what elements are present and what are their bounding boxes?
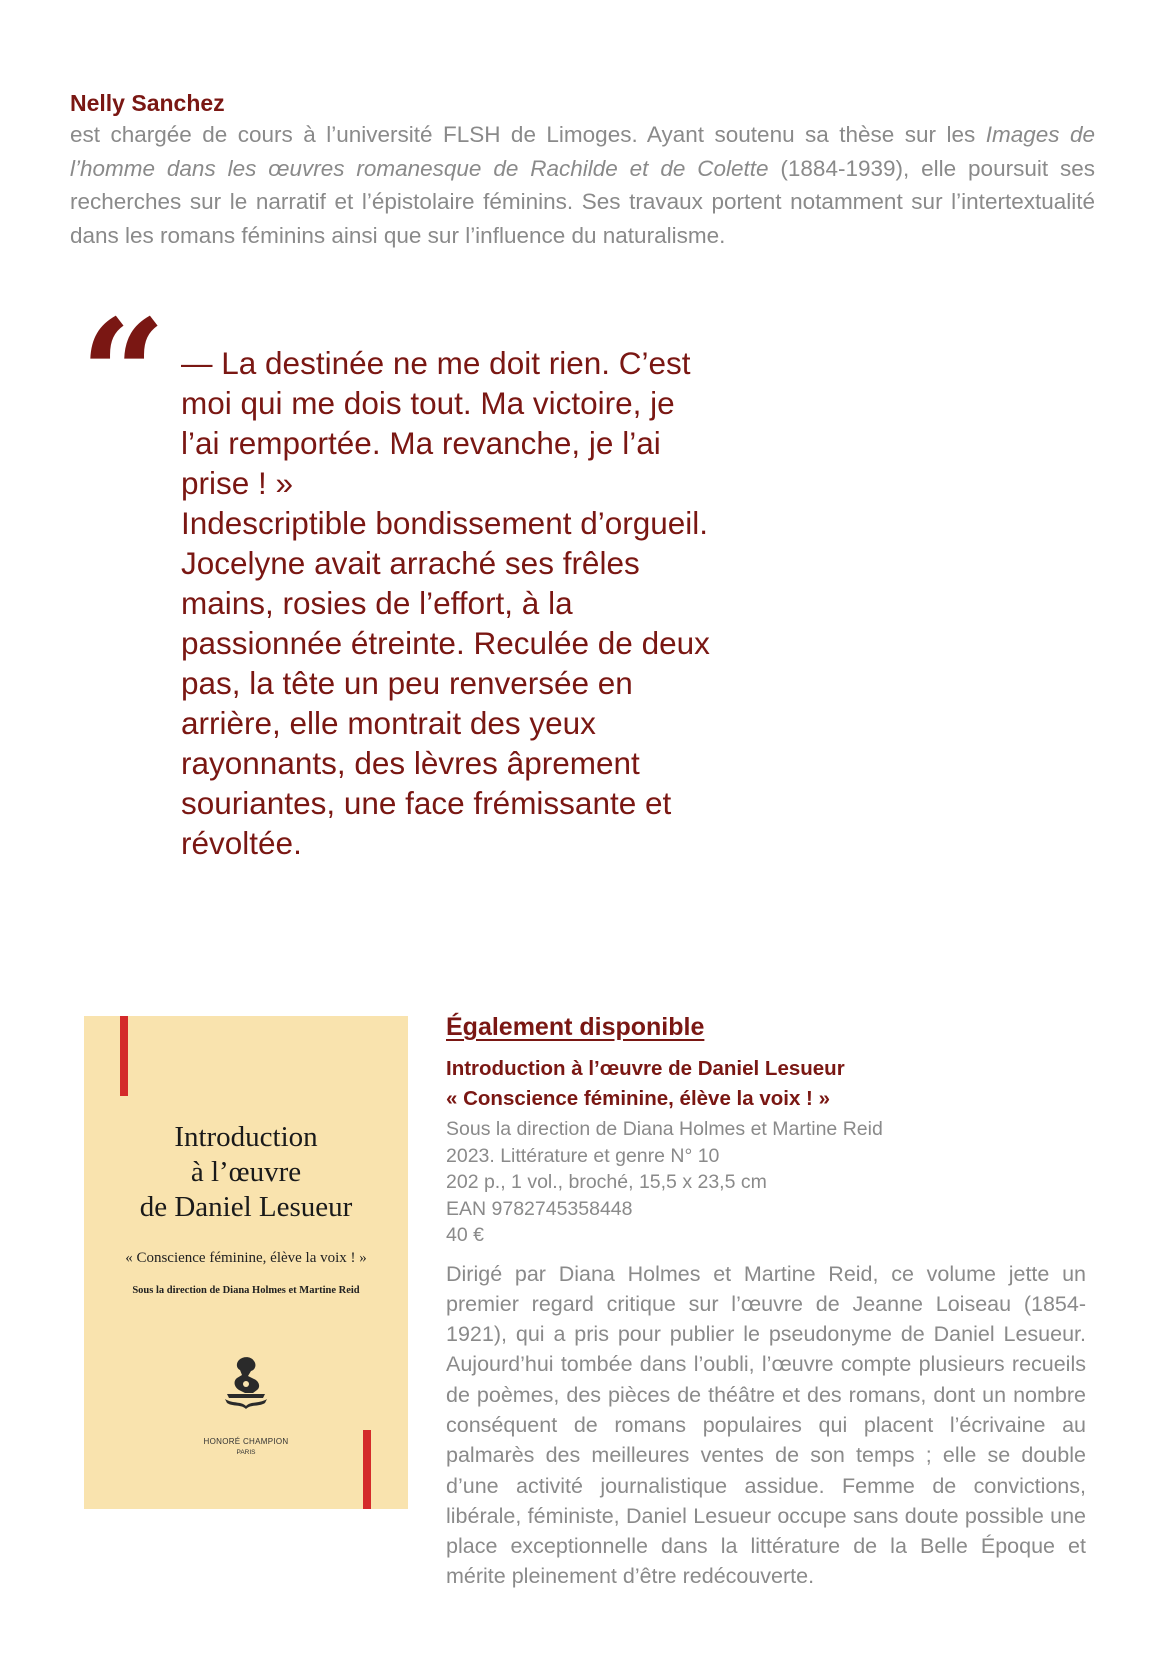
book-series: 2023. Littérature et genre N° 10 — [446, 1144, 720, 1167]
bio-text-start: est chargée de cours à l’université FLSH de Limoges. Ayant soutenu sa thèse sur les — [70, 122, 986, 147]
book-editors: Sous la direction de Diana Holmes et Martine Reid — [446, 1118, 883, 1140]
cover-title-line: de Daniel Lesueur — [139, 1191, 353, 1223]
quote-paragraph-1: — La destinée ne me doit rien. C’est moi qui me dois tout. Ma victoire, je l’ai remportée. Ma revanche, je l’ai prise ! » — [181, 345, 691, 501]
author-bio-text — [70, 118, 1095, 252]
cover-editors: Sous la direction de Diana Holmes et Martine Reid — [132, 1285, 360, 1296]
book-format: 202 p., 1 vol., broché, 15,5 x 23,5 cm — [446, 1171, 767, 1193]
cover-title-line: Introduction — [174, 1121, 318, 1153]
book-subtitle: « Conscience féminine, élève la voix ! » — [446, 1087, 830, 1110]
cover-publisher: HONORÉ CHAMPION — [203, 1437, 289, 1446]
pull-quote — [181, 343, 721, 863]
book-cover — [84, 1016, 408, 1509]
cover-title — [84, 1120, 408, 1225]
cover-accent-bar-top — [120, 1016, 128, 1096]
book-info — [446, 1010, 1086, 1592]
book-price: 40 € — [446, 1224, 484, 1246]
thesis-title: Images de l’homme dans les œuvres romanesque de Rachilde et de Colette — [70, 122, 1096, 181]
cover-title-line: à l’œuvre — [190, 1156, 302, 1188]
cover-subtitle: « Conscience féminine, élève la voix ! » — [125, 1250, 367, 1266]
publisher-emblem-icon — [221, 1354, 271, 1410]
book-description: Dirigé par Diana Holmes et Martine Reid, ce volume jette un premier regard critique sur l’œuvre de Jeanne Loiseau (1854-1921), qui a pris pour publier le pseudonyme de Daniel Lesueur. Aujourd’hui tombée dans l’oubli, l’œuvre compte plusieurs recueils de poèmes, des pièces de théâtre et des romans, dont un nombre conséquent de romans populaires qui placent l’écrivaine au palmarès des meilleures ventes de son temps ; elle se double d’une activité journalistique assidue. Femme de convictions, libérale, féministe, Daniel Lesueur occupe sans doute possible une place exceptionnelle dans la littérature de la Belle Époque et mérite pleinement d’être redécouverte. — [446, 1261, 1086, 1589]
book-title-main: Introduction à l’œuvre de Daniel Lesueur — [446, 1057, 845, 1080]
quote-mark-icon: “ — [80, 287, 153, 463]
author-bio — [70, 88, 1095, 252]
author-name: Nelly Sanchez — [70, 90, 225, 116]
book-ean: EAN 9782745358448 — [446, 1197, 633, 1220]
quote-paragraph-2: Indescriptible bondissement d’orgueil. Jocelyne avait arraché ses frêles mains, rosies de l’effort, à la passionnée étreinte. Reculée de deux pas, la tête un peu renversée en arrière, elle montrait des yeux rayonnants, des lèvres âprement souriantes, une face frémissante et révoltée. — [181, 505, 710, 861]
section-heading: Également disponible — [446, 1013, 705, 1041]
bio-text-end: (1884-1939), elle poursuit ses recherches sur le narratif et l’épistolaire féminins. Ses travaux portent notamment sur l’intertextualité dans les romans féminins ainsi que sur l’influence du naturalisme. — [70, 155, 1095, 248]
book-title — [446, 1054, 1086, 1114]
cover-city: PARIS — [236, 1449, 256, 1456]
